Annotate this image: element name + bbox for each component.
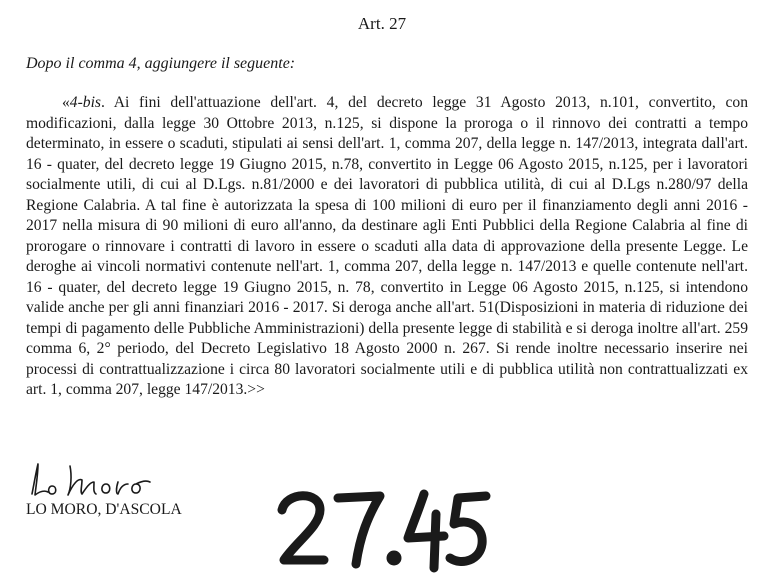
amendment-intro: Dopo il comma 4, aggiungere il seguente: [26,55,296,72]
open-quote: « [62,94,70,111]
amendment-body [26,93,748,401]
handwritten-stamp-number [272,480,492,574]
amendment-text: . Ai fini dell'attuazione dell'art. 4, del decreto legge 31 Agosto 2013, n.101, convertito, con modificazioni, dalla legge 30 Ottobre 2013, n.125, si dispone la proroga o il rinnovo dei contratti a tempo determinato, in essere o scaduti, stipulati ai sensi dell'art. 1, comma 207, della legge n. 147/2013, integrata dall'art. 16 - quater, del decreto legge 19 Giugno 2015, n.78, convertito in Legge 06 Agosto 2015, n.125, per i lavoratori socialmente utili, di cui al D.Lgs. n.81/2000 e dei lavoratori di pubblica utilità, di cui al D.Lgs n.280/97 della Regione Calabria. A tal fine è autorizzata la spesa di 100 milioni di euro per il finanziamento degli anni 2016 - 2017 nella misura di 90 milioni di euro all'anno, da destinare agli Enti Pubblici della Regione Calabria al fine di prorogare o rinnovare i contratti di lavoro in essere o scaduti alla data di approvazione della presente Legge. Le deroghe ai vincoli normativi contenute nell'art. 1, comma 207, della legge n. 147/2013 e quelle contenute nell'art. 16 - quater, del decreto legge 19 Giugno 2015, n. 78, convertito in Legge 06 Agosto 2015, n.125, si intendono valide anche per gli anni finanziari 2016 - 2017. Si deroga anche all'art. 51(Disposizioni in materia di riduzione dei tempi di pagamento delle Pubbliche Amministrazioni) della presente legge di stabilità e si deroga inoltre all'art. 259 comma 6, 2° periodo, del Decreto Legislativo 18 Agosto 2000 n. 267. Si rende inoltre necessario inserire nei processi di contrattualizzazione i circa 80 lavoratori socialmente utili e di pubblica utilità non contrattualizzati ex art. 1, comma 207, legge 147/2013.>> [26,94,748,398]
handwritten-signature [26,458,156,500]
article-title: Art. 27 [357,14,407,33]
comma-label: 4-bis [69,94,101,111]
authors: LO MORO, D'ASCOLA [26,501,182,518]
